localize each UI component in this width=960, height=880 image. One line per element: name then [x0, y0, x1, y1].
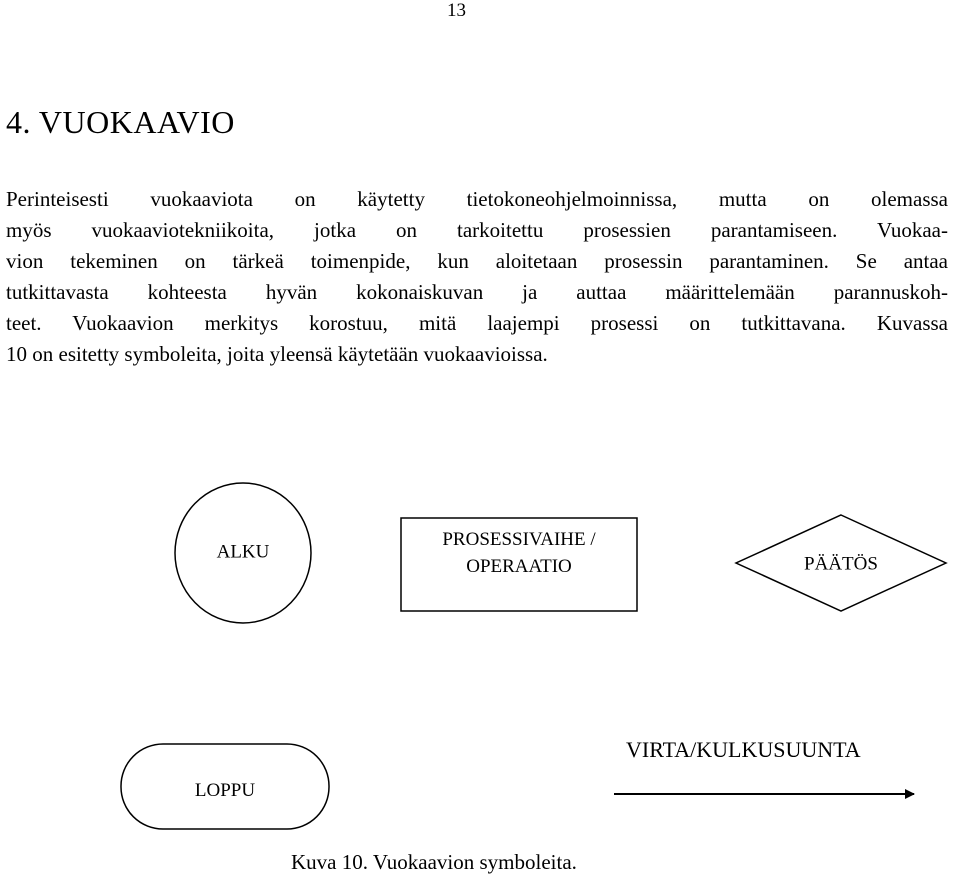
paragraph-line: teet. Vuokaavion merkitys korostuu, mitä laajempi prosessi on tutkittavana. Kuvassa — [6, 311, 948, 335]
paragraph-line: 10 on esitetty symboleita, joita yleensä käytetään vuokaavioissa. — [6, 342, 548, 366]
process-symbol-label: OPERAATIO — [466, 556, 572, 577]
start-symbol-label: ALKU — [216, 541, 270, 563]
page-number: 13 — [447, 0, 466, 21]
decision-symbol-label: PÄÄTÖS — [804, 553, 878, 575]
paragraph-line: tutkittavasta kohteesta hyvän kokonaiskuvan ja auttaa määrittelemään parannuskoh- — [6, 280, 948, 304]
end-symbol-label: LOPPU — [194, 780, 256, 801]
section-heading: 4. VUOKAAVIO — [6, 104, 235, 140]
paragraph-line: Perinteisesti vuokaaviota on käytetty tietokoneohjelmoinnissa, mutta on olemassa — [6, 187, 948, 211]
figure-caption: Kuva 10. Vuokaavion symboleita. — [291, 850, 577, 874]
flow-arrow-label: VIRTA/KULKUSUUNTA — [626, 737, 861, 762]
process-symbol-label: PROSESSIVAIHE / — [442, 529, 596, 550]
paragraph-line: vion tekeminen on tärkeä toimenpide, kun aloitetaan prosessin parantaminen. Se antaa — [6, 249, 948, 273]
paragraph-line: myös vuokaaviotekniikoita, jotka on tarkoitettu prosessien parantamiseen. Vuokaa- — [6, 218, 948, 242]
